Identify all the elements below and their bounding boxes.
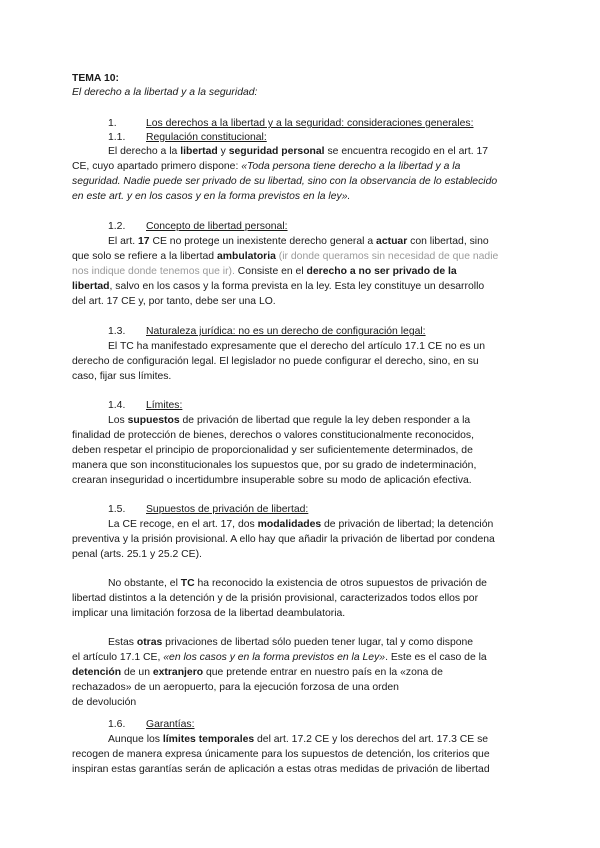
paragraph-line: que solo se refiere a la libertad ambulatoria (ir donde queramos sin necesidad de que nadie	[72, 251, 499, 262]
paragraph-line: El TC ha manifestado expresamente que el derecho del artículo 17.1 CE no es un	[108, 341, 485, 352]
paragraph-line: No obstante, el TC ha reconocido la existencia de otros supuestos de privación de	[108, 578, 487, 589]
paragraph-line: manera que son inconstitucionales los supuestos que, por su grado de indeterminación,	[72, 460, 477, 471]
section-1-6-number: 1.6.	[108, 719, 126, 730]
paragraph-line: crearan inseguridad o incertidumbre insuperable sobre su modo de aplicación efectiva.	[72, 475, 472, 486]
paragraph-line: en este art. y en los casos y en la forma previstos en la ley».	[72, 191, 351, 202]
paragraph-line: derecho de configuración legal. El legislador no puede configurar el derecho, sino, en su	[72, 356, 479, 367]
section-1-2-number: 1.2.	[108, 221, 126, 232]
paragraph-line: recogen de manera expresa únicamente para los supuestos de detención, los criterios que	[72, 749, 490, 760]
paragraph-line: penal (arts. 25.1 y 25.2 CE).	[72, 549, 202, 560]
section-1-heading: Los derechos a la libertad y a la seguridad: consideraciones generales:	[146, 118, 474, 129]
section-1-2-heading: Concepto de libertad personal:	[146, 221, 288, 232]
section-1-6-heading: Garantías:	[146, 719, 195, 730]
paragraph-line: La CE recoge, en el art. 17, dos modalidades de privación de libertad; la detención	[108, 519, 494, 530]
paragraph-line: finalidad de protección de bienes, derechos o valores constitucionalmente reconocidos,	[72, 430, 475, 441]
paragraph-line: caso, fijar sus límites.	[72, 371, 172, 382]
section-1-number: 1.	[108, 118, 117, 129]
paragraph-line: de devolución	[72, 697, 137, 708]
paragraph-line: el artículo 17.1 CE, «en los casos y en la forma previstos en la Ley». Este es el caso de la	[72, 652, 487, 663]
paragraph-line: del art. 17 CE y, por tanto, debe ser una LO.	[72, 296, 276, 307]
paragraph-line: implicar una limitación forzosa de la libertad deambulatoria.	[72, 608, 346, 619]
paragraph-line: preventiva y la prisión provisional. A ello hay que añadir la privación de libertad por condena	[72, 534, 495, 545]
section-1-4-heading: Límites:	[146, 400, 183, 411]
paragraph-line: nos indique donde tenemos que ir). Consiste en el derecho a no ser privado de la	[72, 266, 457, 277]
paragraph-line: detención de un extranjero que pretende entrar en nuestro país en la «zona de	[72, 667, 443, 678]
paragraph-line: Los supuestos de privación de libertad que regule la ley deben responder a la	[108, 415, 471, 426]
doc-title: TEMA 10:	[72, 73, 119, 84]
paragraph-line: seguridad. Nadie puede ser privado de su libertad, sino con la observancia de lo establecido	[72, 176, 498, 187]
section-1-3-number: 1.3.	[108, 326, 126, 337]
paragraph-line: libertad distintos a la detención y de la prisión provisional, caracterizados todos ellos por	[72, 593, 479, 604]
paragraph-line: inspiran estas garantías serán de aplicación a estas otras medidas de privación de libertad	[72, 764, 490, 775]
section-1-4-number: 1.4.	[108, 400, 126, 411]
section-1-1-number: 1.1.	[108, 132, 126, 143]
section-1-3-heading: Naturaleza jurídica: no es un derecho de configuración legal:	[146, 326, 426, 337]
doc-subtitle: El derecho a la libertad y a la seguridad:	[72, 87, 258, 98]
paragraph-line: Aunque los límites temporales del art. 17.2 CE y los derechos del art. 17.3 CE se	[108, 734, 489, 745]
paragraph-line: libertad, salvo en los casos y la forma prevista en la ley. Esta ley constituye un desarrollo	[72, 281, 485, 292]
paragraph-line: deben respetar el principio de proporcionalidad y ser suficientemente determinados, de	[72, 445, 473, 456]
section-1-1-heading: Regulación constitucional:	[146, 132, 267, 143]
paragraph-line: El art. 17 CE no protege un inexistente derecho general a actuar con libertad, sino	[108, 236, 489, 247]
paragraph-line: rechazados» de un aeropuerto, para la ejecución forzosa de una orden	[72, 682, 399, 693]
paragraph-line: Estas otras privaciones de libertad sólo pueden tener lugar, tal y como dispone	[108, 637, 474, 648]
section-1-5-heading: Supuestos de privación de libertad:	[146, 504, 309, 515]
section-1-5-number: 1.5.	[108, 504, 126, 515]
paragraph-line: CE, cuyo apartado primero dispone: «Toda persona tiene derecho a la libertad y a la	[72, 161, 461, 172]
paragraph-line: El derecho a la libertad y seguridad personal se encuentra recogido en el art. 17	[108, 146, 489, 157]
